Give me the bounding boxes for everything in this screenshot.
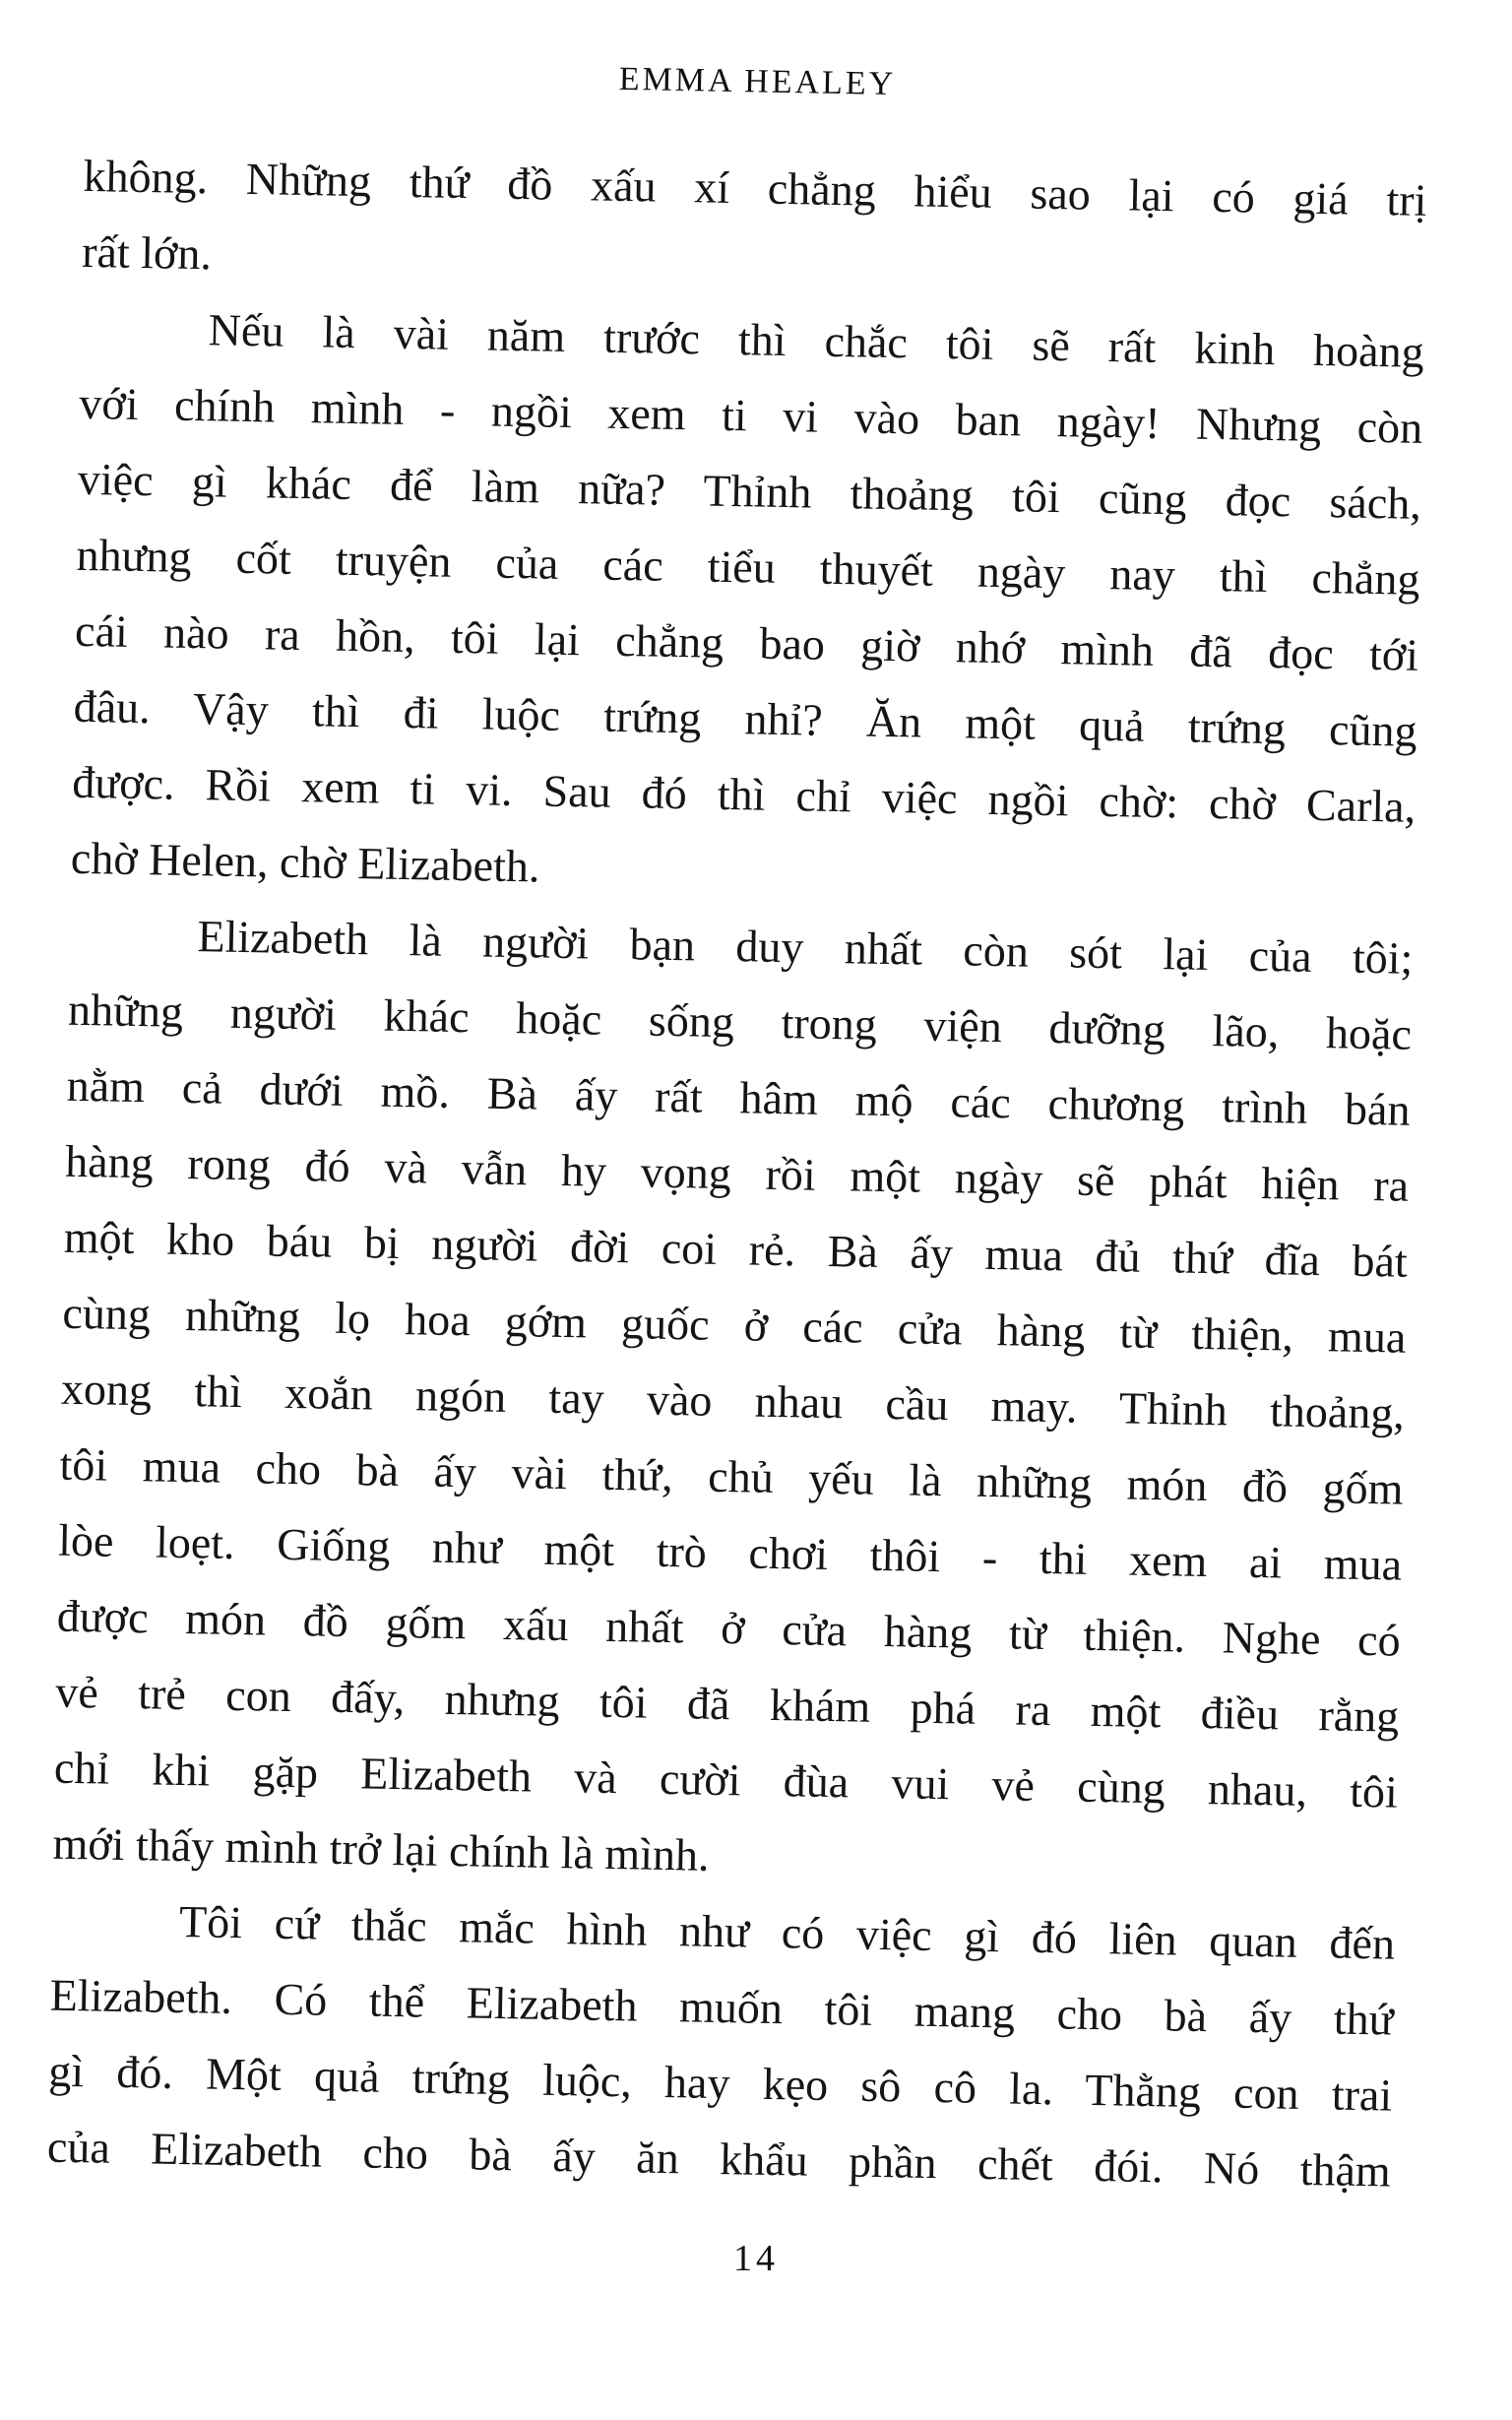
text-line: Tôi cứ thắc mắc hình như có việc gì đó liên quan đến (178, 1895, 1396, 1969)
text-line: xong thì xoắn ngón tay vào nhau cầu may. Thỉnh thoảng, (60, 1363, 1406, 1438)
text-line: Elizabeth là người bạn duy nhất còn sót lại của tôi; (197, 911, 1414, 984)
text-line: của Elizabeth cho bà ấy ăn khẩu phần chết đói. Nó thậm (46, 2121, 1392, 2197)
text-line: việc gì khác để làm nữa? Thỉnh thoảng tôi cũng đọc sách, (77, 453, 1422, 529)
text-line: Nếu là vài năm trước thì chắc tôi sẽ rất kinh hoàng (208, 304, 1425, 377)
page-body (46, 138, 1427, 2209)
text-line: tôi mua cho bà ấy vài thứ, chủ yếu là những món đồ gốm (59, 1438, 1404, 1514)
text-line: hàng rong đó và vẫn hy vọng rồi một ngày sẽ phát hiện ra (64, 1135, 1410, 1211)
text-line: cùng những lọ hoa gớm guốc ở các cửa hàng từ thiện, mua (62, 1287, 1407, 1363)
running-header: EMMA HEALEY (618, 60, 897, 103)
text-line: lòe loẹt. Giống như một trò chơi thôi - thi xem ai mua (57, 1514, 1403, 1590)
text-line: gì đó. Một quả trứng luộc, hay kẹo sô cô la. Thằng con trai (47, 2045, 1393, 2121)
text-line: không. Những thứ đồ xấu xí chẳng hiểu sao lại có giá trị (83, 150, 1427, 225)
text-line: những người khác hoặc sống trong viện dưỡng lão, hoặc (67, 984, 1413, 1059)
page-number: 14 (733, 2238, 779, 2279)
text-line: vẻ trẻ con đấy, nhưng tôi đã khám phá ra một điều rằng (54, 1666, 1400, 1742)
text-line: mới thấy mình trở lại chính là mình. (52, 1817, 710, 1880)
text-line: được. Rồi xem ti vi. Sau đó thì chỉ việc ngồi chờ: chờ Carla, (71, 756, 1417, 832)
text-line: một kho báu bị người đời coi rẻ. Bà ấy mua đủ thứ đĩa bát (63, 1211, 1409, 1287)
text-line: đâu. Vậy thì đi luộc trứng nhỉ? Ăn một quả trứng cũng (73, 680, 1418, 756)
text-line: được món đồ gốm xấu nhất ở cửa hàng từ thiện. Nghe có (56, 1590, 1402, 1666)
text-line: Elizabeth. Có thể Elizabeth muốn tôi mang cho bà ấy thứ (49, 1969, 1395, 2045)
text-line: rất lớn. (81, 225, 213, 280)
text-line: cái nào ra hồn, tôi lại chẳng bao giờ nhớ mình đã đọc tới (74, 605, 1419, 680)
text-line: chờ Helen, chờ Elizabeth. (70, 832, 540, 892)
text-line: nhưng cốt truyện của các tiểu thuyết ngày nay thì chẳng (76, 529, 1420, 605)
text-line: với chính mình - ngồi xem ti vi vào ban ngày! Nhưng còn (78, 377, 1423, 453)
text-line: chỉ khi gặp Elizabeth và cười đùa vui vẻ cùng nhau, tôi (53, 1742, 1399, 1817)
text-line: nằm cả dưới mồ. Bà ấy rất hâm mộ các chương trình bán (66, 1059, 1411, 1135)
